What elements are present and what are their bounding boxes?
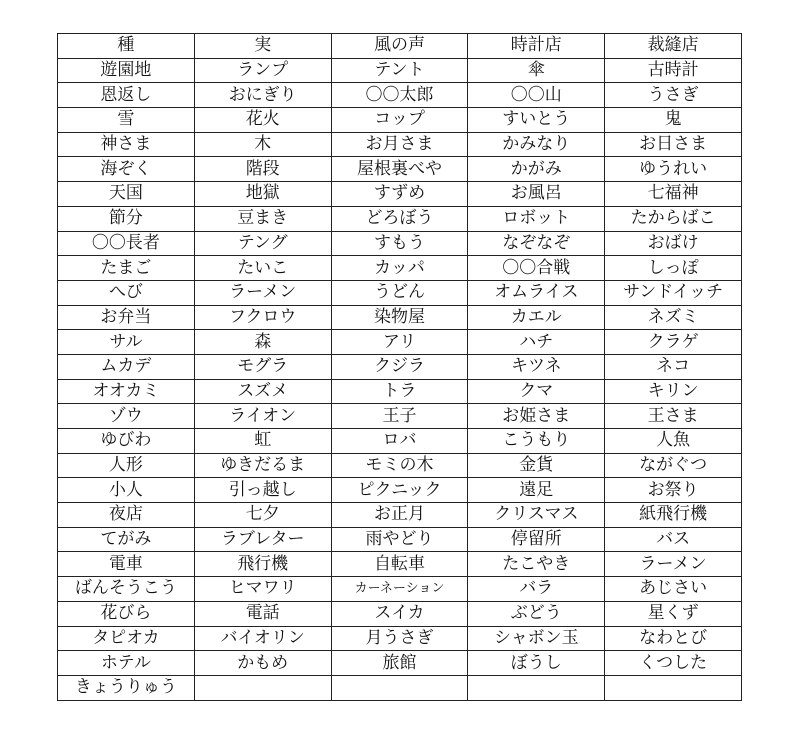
table-cell: なぞなぞ <box>468 231 605 256</box>
table-row <box>58 675 742 700</box>
table-cell: 紙飛行機 <box>605 503 742 528</box>
table-cell: おにぎり <box>194 83 331 108</box>
table-cell: タピオカ <box>58 626 195 651</box>
table-cell: ラブレター <box>194 527 331 552</box>
table-row <box>58 601 742 626</box>
table-cell: 〇〇合戦 <box>468 256 605 281</box>
table-cell: かみなり <box>468 132 605 157</box>
table-cell: カーネーション <box>331 577 468 602</box>
table-cell: 引っ越し <box>194 478 331 503</box>
table-cell: モミの木 <box>331 453 468 478</box>
table-cell: アリ <box>331 330 468 355</box>
table-cell: テング <box>194 231 331 256</box>
table-cell: すもう <box>331 231 468 256</box>
table-cell: トラ <box>331 379 468 404</box>
table-row <box>58 132 742 157</box>
table-cell: 電話 <box>194 601 331 626</box>
table-cell: 王子 <box>331 404 468 429</box>
table-row <box>58 58 742 83</box>
table-cell: バラ <box>468 577 605 602</box>
table-cell: てがみ <box>58 527 195 552</box>
table-cell: ランプ <box>194 58 331 83</box>
table-cell: 鬼 <box>605 108 742 133</box>
table-row <box>58 354 742 379</box>
table-row <box>58 256 742 281</box>
table-cell: お風呂 <box>468 182 605 207</box>
table-cell: お月さま <box>331 132 468 157</box>
table-cell: バイオリン <box>194 626 331 651</box>
table-row <box>58 379 742 404</box>
table-row <box>58 478 742 503</box>
table-cell: たこやき <box>468 552 605 577</box>
table-cell: かがみ <box>468 157 605 182</box>
table-row <box>58 404 742 429</box>
table-cell: 〇〇長者 <box>58 231 195 256</box>
table-cell: あじさい <box>605 577 742 602</box>
table-cell: ゆうれい <box>605 157 742 182</box>
table-cell: うどん <box>331 280 468 305</box>
table-cell <box>194 675 331 700</box>
table-cell: 七夕 <box>194 503 331 528</box>
table-cell: 天国 <box>58 182 195 207</box>
table-cell: ながぐつ <box>605 453 742 478</box>
table-cell: ゾウ <box>58 404 195 429</box>
table-cell <box>468 675 605 700</box>
table-cell: キリン <box>605 379 742 404</box>
table-row <box>58 453 742 478</box>
table-cell: おばけ <box>605 231 742 256</box>
table-cell: ピクニック <box>331 478 468 503</box>
table-cell: かもめ <box>194 651 331 676</box>
table-cell: こうもり <box>468 429 605 454</box>
table-cell: なわとび <box>605 626 742 651</box>
table-cell: 種 <box>58 34 195 59</box>
table-cell: ラーメン <box>605 552 742 577</box>
table-cell: お日さま <box>605 132 742 157</box>
table-cell: ばんそうこう <box>58 577 195 602</box>
table-cell: 停留所 <box>468 527 605 552</box>
table-cell: ゆびわ <box>58 429 195 454</box>
table-cell: きょうりゅう <box>58 675 195 700</box>
table-row <box>58 651 742 676</box>
word-table <box>57 33 742 701</box>
table-cell <box>605 675 742 700</box>
table-cell: 染物屋 <box>331 305 468 330</box>
table-cell: スズメ <box>194 379 331 404</box>
table-cell: 遠足 <box>468 478 605 503</box>
table-cell: 飛行機 <box>194 552 331 577</box>
table-cell: モグラ <box>194 354 331 379</box>
table-cell: ロバ <box>331 429 468 454</box>
table-cell: たまご <box>58 256 195 281</box>
table-cell: クリスマス <box>468 503 605 528</box>
table-row <box>58 83 742 108</box>
table-cell: 虹 <box>194 429 331 454</box>
table-cell: 傘 <box>468 58 605 83</box>
table-cell: ハチ <box>468 330 605 355</box>
table-cell: テント <box>331 58 468 83</box>
table-cell: クラゲ <box>605 330 742 355</box>
table-cell: お祭り <box>605 478 742 503</box>
table-cell: ゆきだるま <box>194 453 331 478</box>
table-cell: すいとう <box>468 108 605 133</box>
table-cell: 人形 <box>58 453 195 478</box>
table-cell: 階段 <box>194 157 331 182</box>
table-cell: たいこ <box>194 256 331 281</box>
table-cell: 木 <box>194 132 331 157</box>
table-cell: しっぽ <box>605 256 742 281</box>
table-cell: スイカ <box>331 601 468 626</box>
table-row <box>58 231 742 256</box>
table-cell: 〇〇山 <box>468 83 605 108</box>
table-cell: お姫さま <box>468 404 605 429</box>
table-cell: 屋根裏べや <box>331 157 468 182</box>
table-cell: ぶどう <box>468 601 605 626</box>
table-cell: 海ぞく <box>58 157 195 182</box>
table-row <box>58 429 742 454</box>
table-cell: くつした <box>605 651 742 676</box>
table-cell: 夜店 <box>58 503 195 528</box>
table-cell: オムライス <box>468 280 605 305</box>
table-cell: 時計店 <box>468 34 605 59</box>
table-cell: 豆まき <box>194 206 331 231</box>
table-cell: すずめ <box>331 182 468 207</box>
table-cell: キツネ <box>468 354 605 379</box>
table-cell: 恩返し <box>58 83 195 108</box>
table-cell: 裁縫店 <box>605 34 742 59</box>
table-cell: カエル <box>468 305 605 330</box>
table-cell: 〇〇太郎 <box>331 83 468 108</box>
table-cell: サンドイッチ <box>605 280 742 305</box>
table-cell: バス <box>605 527 742 552</box>
table-cell: 節分 <box>58 206 195 231</box>
table-cell: うさぎ <box>605 83 742 108</box>
table-cell: サル <box>58 330 195 355</box>
table-row <box>58 280 742 305</box>
table-cell: 旅館 <box>331 651 468 676</box>
table-cell: 森 <box>194 330 331 355</box>
table-row <box>58 108 742 133</box>
table-cell: ロボット <box>468 206 605 231</box>
table-cell: 花びら <box>58 601 195 626</box>
table-cell: クマ <box>468 379 605 404</box>
table-cell: ネズミ <box>605 305 742 330</box>
table-row <box>58 330 742 355</box>
table-cell: お正月 <box>331 503 468 528</box>
table-cell: コップ <box>331 108 468 133</box>
table-cell: たからばこ <box>605 206 742 231</box>
table-cell: 金貨 <box>468 453 605 478</box>
table-row <box>58 34 742 59</box>
table-row <box>58 552 742 577</box>
table-cell: ぼうし <box>468 651 605 676</box>
table-cell: 七福神 <box>605 182 742 207</box>
table-cell: 古時計 <box>605 58 742 83</box>
table-cell: 実 <box>194 34 331 59</box>
table-cell: ムカデ <box>58 354 195 379</box>
table-cell: 地獄 <box>194 182 331 207</box>
table-row <box>58 527 742 552</box>
table-cell: 小人 <box>58 478 195 503</box>
table-cell: 花火 <box>194 108 331 133</box>
table-cell: オオカミ <box>58 379 195 404</box>
table-cell: お弁当 <box>58 305 195 330</box>
table-row <box>58 577 742 602</box>
table-cell: へび <box>58 280 195 305</box>
table-cell: ヒマワリ <box>194 577 331 602</box>
table-cell: どろぼう <box>331 206 468 231</box>
table-row <box>58 206 742 231</box>
table-cell: 自転車 <box>331 552 468 577</box>
table-row <box>58 305 742 330</box>
table-row <box>58 626 742 651</box>
table-cell: ネコ <box>605 354 742 379</box>
table-cell: 電車 <box>58 552 195 577</box>
table-cell: 王さま <box>605 404 742 429</box>
table-cell <box>331 675 468 700</box>
table-cell: シャボン玉 <box>468 626 605 651</box>
table-cell: 風の声 <box>331 34 468 59</box>
table-cell: 遊園地 <box>58 58 195 83</box>
table-cell: ホテル <box>58 651 195 676</box>
table-cell: 月うさぎ <box>331 626 468 651</box>
table-row <box>58 182 742 207</box>
table-row <box>58 157 742 182</box>
table-row <box>58 503 742 528</box>
table-cell: 雪 <box>58 108 195 133</box>
table-cell: 神さま <box>58 132 195 157</box>
table-cell: 雨やどり <box>331 527 468 552</box>
table-cell: 人魚 <box>605 429 742 454</box>
table-cell: 星くず <box>605 601 742 626</box>
table-cell: クジラ <box>331 354 468 379</box>
word-table-body <box>58 34 742 701</box>
table-cell: ラーメン <box>194 280 331 305</box>
table-cell: フクロウ <box>194 305 331 330</box>
table-cell: カッパ <box>331 256 468 281</box>
table-cell: ライオン <box>194 404 331 429</box>
